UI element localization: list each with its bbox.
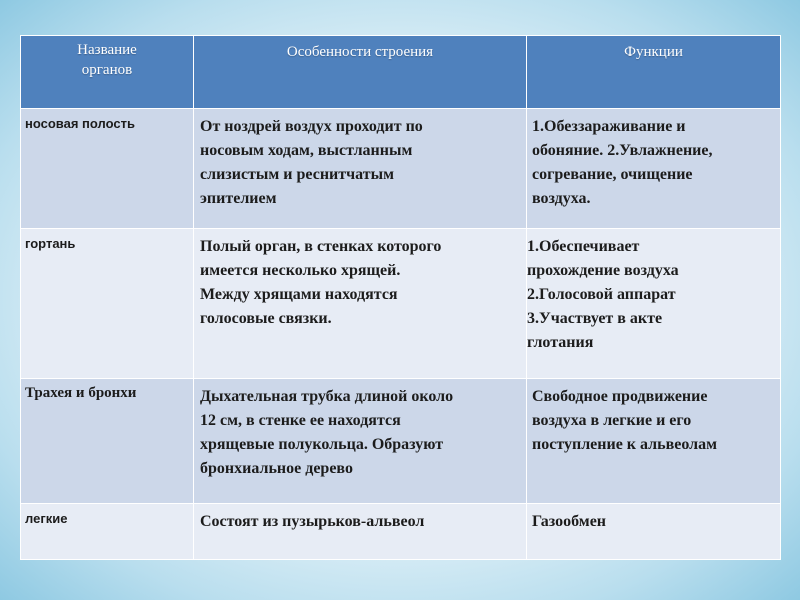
structure-cell (194, 504, 527, 560)
header-organ-line: Название (77, 42, 137, 58)
structure-line: носовым ходам, выстланным (200, 142, 413, 159)
structure-cell (194, 109, 527, 229)
functions-line: воздуха в легкие и его (532, 412, 692, 429)
functions-line: обоняние. 2.Увлажнение, (532, 142, 713, 159)
functions-line: прохождение воздуха (527, 262, 679, 279)
header-organ-line: органов (81, 62, 133, 78)
functions-cell (527, 109, 781, 229)
table-header-row (21, 36, 781, 109)
structure-line: голосовые связки. (200, 310, 332, 327)
functions-line: Газообмен (532, 513, 607, 530)
functions-cell (527, 229, 781, 379)
structure-line: Полый орган, в стенках которого (200, 238, 442, 255)
header-structure: Особенности строения (194, 36, 527, 109)
table-row (21, 379, 781, 504)
functions-line: 3.Участвует в акте (527, 310, 663, 327)
table-row (21, 109, 781, 229)
structure-line: Состоят из пузырьков-альвеол (200, 513, 425, 530)
functions-line: поступление к альвеолам (532, 436, 718, 453)
organ-name-cell: гортань (21, 229, 194, 379)
functions-line: Свободное продвижение (532, 388, 708, 405)
organ-name-cell: Трахея и бронхи (21, 379, 194, 504)
functions-cell (527, 504, 781, 560)
functions-line: согревание, очищение (532, 166, 693, 183)
structure-line: имеется несколько хрящей. (200, 262, 401, 279)
structure-line: 12 см, в стенке ее находятся (200, 412, 401, 429)
table-row (21, 229, 781, 379)
header-functions: Функции (527, 36, 781, 109)
functions-cell (527, 379, 781, 504)
respiratory-organs-table (20, 35, 781, 560)
functions-line: 1.Обеззараживание и (532, 118, 686, 135)
structure-line: слизистым и реснитчатым (200, 166, 394, 183)
table-row (21, 504, 781, 560)
organ-name-cell: носовая полость (21, 109, 194, 229)
functions-line: воздуха. (532, 190, 591, 207)
structure-line: Дыхательная трубка длиной около (200, 388, 454, 405)
functions-line: 1.Обеспечивает (527, 238, 640, 255)
structure-line: Между хрящами находятся (200, 286, 398, 303)
structure-cell (194, 379, 527, 504)
functions-line: глотания (527, 334, 594, 351)
structure-line: бронхиальное дерево (200, 460, 353, 477)
header-organ-name (21, 36, 194, 109)
structure-line: От ноздрей воздух проходит по (200, 118, 423, 135)
structure-line: эпителием (200, 190, 277, 207)
functions-line: 2.Голосовой аппарат (527, 286, 676, 303)
organ-name-cell: легкие (21, 504, 194, 560)
structure-cell (194, 229, 527, 379)
structure-line: хрящевые полукольца. Образуют (200, 436, 444, 453)
